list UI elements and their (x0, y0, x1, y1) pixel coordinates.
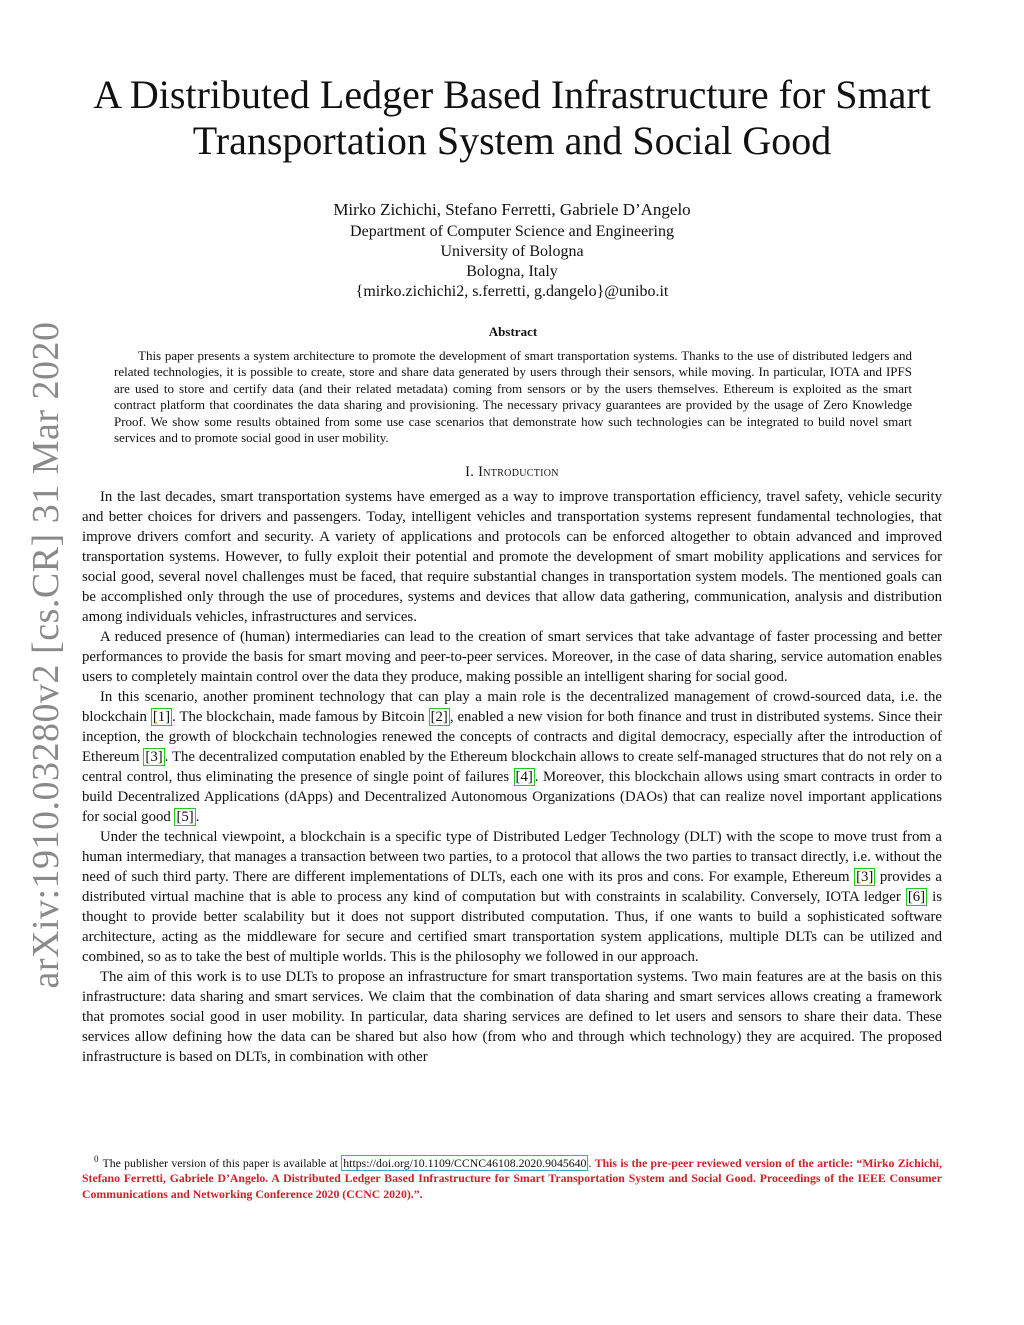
author-emails: {mirko.zichichi2, s.ferretti, g.dangelo}@unibo.it (355, 283, 669, 300)
footnote-separator: . (588, 1155, 595, 1170)
citation-link-2[interactable]: [2] (430, 709, 448, 726)
title-line-2: Transportation System and Social Good (192, 118, 832, 163)
abstract-text: This paper presents a system architecture to promote the development of smart transportation systems. Thanks to the use of distributed ledgers and related technologies, it is possible to create, store and share data generated by users through their sensors, while moving. In particular, IOTA and IPFS are used to store and certify data (and their related metadata) coming from sensors or by the users themselves. Ethereum is exploited as the smart contract platform that coordinates the data sharing and provisioning. The necessary privacy guarantees are provided by the usage of Zero Knowledge Proof. We show some results obtained from some use case scenarios that demonstrate how such technologies can be integrated to build novel smart services and to promote social good in user mobility. (114, 348, 912, 446)
citation-link-5[interactable]: [5] (176, 809, 194, 826)
publisher-footnote (82, 1152, 942, 1202)
text-span: , enabled a new vision for both finance and trust in distributed systems. Since their inception, the growth of blockchain technologies renewed the concepts of contracts and digital democracy, especially after the introduction of Ethereum (82, 709, 942, 766)
section-numeral: I. (465, 464, 479, 481)
intro-paragraph-5: The aim of this work is to use DLTs to propose an infrastructure for smart transportation systems. Two main features are at the basis on this infrastructure: data sharing and smart services. We claim that the combination of data sharing and smart services allows creating a framework that promotes social good in user mobility. In particular, data sharing services are defined to let users and sensors to share their data. These services allow defining how the data can be shared but also how (from who and through which technology) they are acquired. The proposed infrastructure is based on DLTs, in combination with other (82, 969, 942, 1066)
paper-page (82, 60, 942, 1067)
section-heading-introduction (82, 464, 942, 481)
intro-paragraph-3 (82, 687, 942, 827)
text-span: . Moreover, this blockchain allows using smart contracts in order to build Decentralized Applications (dApps) and Decentralized Autonomous Organizations (DAOs) that can realize novel important applications for social good (82, 769, 942, 826)
section-title: Introduction (478, 464, 559, 481)
citation-link-1[interactable]: [1] (152, 709, 171, 726)
author-location: Bologna, Italy (466, 263, 558, 280)
abstract-section (114, 324, 912, 446)
text-span: . The decentralized computation enabled by the Ethereum blockchain allows to create self-managed structures that do not rely on a central control, thus eliminating the presence of single point of failures (82, 749, 942, 786)
abstract-heading: Abstract (488, 324, 538, 339)
citation-link-4[interactable]: [4] (515, 769, 533, 786)
citation-link-6[interactable]: [6] (907, 889, 926, 906)
text-span: . The blockchain, made famous by Bitcoin (172, 709, 429, 726)
intro-paragraph-2: A reduced presence of (human) intermediaries can lead to the creation of smart services that take advantage of faster processing and better performances to provide the basis for smart moving and peer-to-peer services. Moreover, in the case of data sharing, service automation enables users to completely maintain control over the data they produce, making possible an intelligent sharing for social good. (82, 629, 942, 686)
author-names: Mirko Zichichi, Stefano Ferretti, Gabriele D’Angelo (333, 200, 691, 219)
text-span: provides a distributed virtual machine that is able to process any kind of computation but with constraints in scalability. Conversely, IOTA ledger (82, 869, 942, 906)
footnote-mark: 0 (94, 1154, 99, 1164)
author-university: University of Bologna (440, 243, 584, 260)
intro-paragraph-4 (82, 827, 942, 967)
title-line-1: A Distributed Ledger Based Infrastructure for Smart (93, 72, 931, 117)
footnote-lead: The publisher version of this paper is available at (102, 1155, 342, 1170)
paper-title (82, 72, 942, 164)
text-span: is thought to provide better scalability but it does not support distributed computation. Thus, if one wants to build a sophisticated software architecture, acting as the middleware for secure and certified smart transportation system applications, multiple DLTs can be utilized and combined, so as to take the best of multiple worlds. This is the philosophy we followed in our approach. (82, 889, 942, 966)
author-department: Department of Computer Science and Engineering (350, 223, 674, 240)
text-span: . (195, 809, 200, 826)
text-span: Under the technical viewpoint, a blockchain is a specific type of Distributed Ledger Technology (DLT) with the scope to move trust from a human intermediary, that manages a transaction between two parties, to a protocol that allows the two parties to transact directly, i.e. without the need of such third party. There are different implementations of DLTs, each one with its pros and cons. For example, Ethereum (82, 829, 942, 886)
author-block (82, 200, 942, 302)
arxiv-identifier-stamp: arXiv:1910.03280v2 [cs.CR] 31 Mar 2020 (25, 321, 67, 989)
citation-link-3[interactable]: [3] (145, 749, 163, 766)
text-span: In this scenario, another prominent technology that can play a main role is the decentralized management of crowd-sourced data, i.e. the blockchain (82, 689, 942, 726)
preprint-notice: This is the pre-peer reviewed version of the article: “Mirko Zichichi, Stefano Ferretti, Gabriele D’Angelo. A Distributed Ledger Based Infrastructure for Smart Transportation System and Social Good. Proceedings of the IEEE Consumer Communications and Networking Conference 2020 (CCNC 2020).”. (82, 1155, 942, 1201)
intro-paragraph-1: In the last decades, smart transportation systems have emerged as a way to improve transportation efficiency, travel safety, vehicle security and better choices for drivers and passengers. Today, intelligent vehicles and transportation systems represent fundamental technologies, that improve drivers comfort and security. A variety of applications and protocols can be enforced altogether to obtain advanced and improved transportation systems. However, to fully exploit their potential and promote the development of smart mobility applications and services for social good, several novel challenges must be faced, that require substantial changes in transportation system models. The mentioned goals can be accomplished only through the use of procedures, systems and devices that allow data gathering, communication, analysis and distribution among individuals vehicles, infrastructures and services. (82, 489, 942, 626)
doi-link[interactable]: https://doi.org/10.1109/CCNC46108.2020.9045640 (343, 1155, 587, 1170)
citation-link-3[interactable]: [3] (856, 869, 874, 886)
